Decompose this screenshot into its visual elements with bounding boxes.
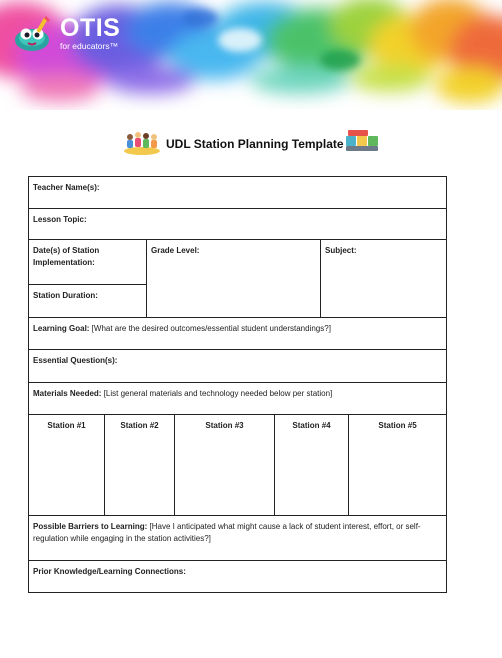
station-duration-field[interactable] (29, 285, 147, 318)
barriers-field[interactable] (29, 516, 447, 561)
title-row (0, 128, 502, 158)
otis-logo[interactable] (12, 14, 142, 54)
materials-label: Materials Needed: (33, 388, 102, 398)
station-4-label: Station #4 (292, 420, 331, 430)
station-5-cell[interactable] (349, 414, 447, 516)
station-bins-icon (344, 128, 380, 154)
grade-level-field[interactable] (147, 240, 321, 317)
barriers-hint: [Have I anticipated what might cause a lack of student interest, effort, or self-regulation while engaging in the station activities?] (33, 522, 421, 544)
subject-field[interactable] (321, 240, 447, 317)
station-2-label: Station #2 (120, 420, 159, 430)
logo-wordmark: OTIS (60, 14, 121, 42)
question-row (29, 350, 447, 383)
lesson-topic-label: Lesson Topic: (33, 214, 87, 224)
header-banner (0, 0, 502, 110)
dates-label: Date(s) of Station Implementation: (33, 246, 100, 268)
stations-row (29, 414, 447, 516)
station-3-label: Station #3 (205, 420, 244, 430)
goal-row (29, 317, 447, 350)
page-title: UDL Station Planning Template (166, 137, 344, 151)
materials-field[interactable] (29, 382, 447, 414)
station-5-label: Station #5 (378, 420, 417, 430)
barriers-row (29, 516, 447, 561)
students-group-icon (122, 128, 162, 156)
station-2-cell[interactable] (105, 414, 175, 516)
prior-knowledge-label: Prior Knowledge/Learning Connections: (33, 567, 186, 577)
logo-tagline: for educators™ (60, 41, 119, 51)
grade-level-label: Grade Level: (151, 246, 200, 256)
station-4-cell[interactable] (275, 414, 349, 516)
materials-row (29, 382, 447, 414)
learning-goal-hint: [What are the desired outcomes/essential student understandings?] (89, 323, 331, 333)
dates-field[interactable] (29, 240, 147, 285)
learning-goal-field[interactable] (29, 317, 447, 350)
prior-knowledge-field[interactable] (29, 561, 447, 593)
prior-knowledge-row (29, 561, 447, 593)
topic-row (29, 208, 447, 240)
learning-goal-label: Learning Goal: (33, 323, 90, 333)
barriers-label: Possible Barriers to Learning: (33, 522, 148, 532)
materials-hint: [List general materials and technology needed below per station] (101, 388, 333, 398)
station-duration-label: Station Duration: (33, 291, 98, 301)
dates-row (29, 240, 447, 285)
mascot-icon (12, 14, 54, 54)
teacher-name-field[interactable] (29, 177, 447, 209)
essential-question-label: Essential Question(s): (33, 356, 118, 366)
station-1-label: Station #1 (47, 420, 86, 430)
planning-form (28, 176, 447, 593)
station-3-cell[interactable] (175, 414, 275, 516)
lesson-topic-field[interactable] (29, 208, 447, 240)
station-1-cell[interactable] (29, 414, 105, 516)
subject-label: Subject: (325, 246, 357, 256)
teacher-name-label: Teacher Name(s): (33, 183, 100, 192)
teacher-row (29, 177, 447, 209)
essential-question-field[interactable] (29, 350, 447, 383)
